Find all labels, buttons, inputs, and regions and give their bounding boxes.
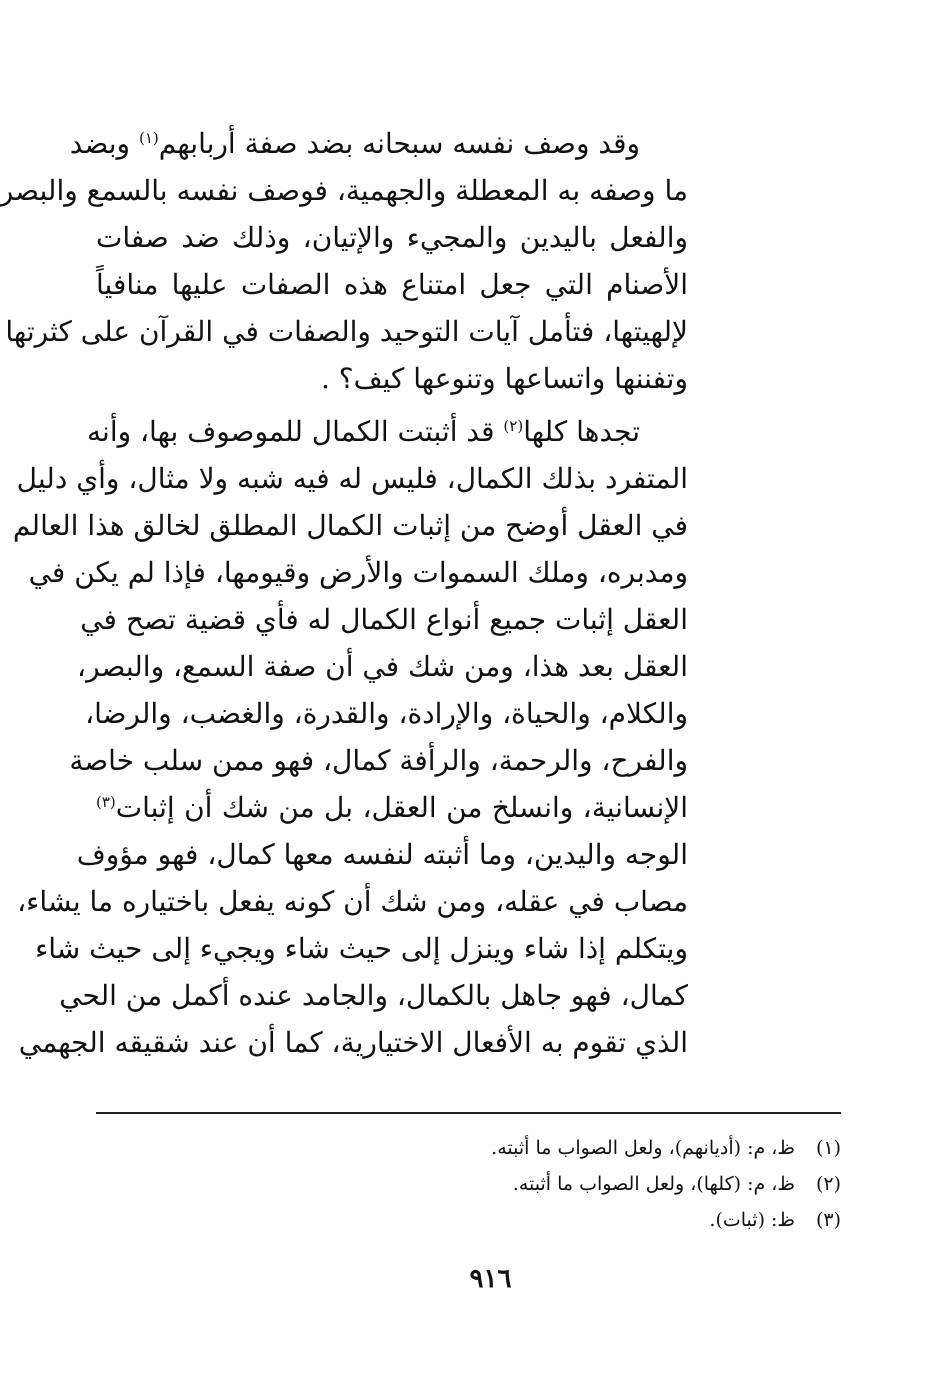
- text-line: الإنسانية، وانسلخ من العقل، بل من شك أن إثبات$^{(٣)}$: [96, 791, 688, 824]
- footnote-marker: (١): [138, 129, 159, 147]
- paragraph: [0, 120, 688, 402]
- footnote-number: (١): [815, 1137, 841, 1159]
- text-line: العقل بعد هذا، ومن شك في أن صفة السمع، والبصر،: [77, 650, 688, 683]
- text-line: والكلام، والحياة، والإرادة، والقدرة، والغضب، والرضا،: [85, 697, 688, 730]
- text-line: ما وصفه به المعطلة والجهمية، فوصف نفسه بالسمع والبصر: [0, 174, 688, 207]
- paragraph: [12, 408, 688, 1066]
- text-line: والفعل باليدين والمجيء والإتيان، وذلك ضد صفات: [96, 221, 688, 254]
- footnotes: [201, 1130, 841, 1238]
- text-line: في العقل أوضح من إثبات الكمال المطلق لخالق هذا العالم: [12, 509, 688, 542]
- text-line: وتفننها واتساعها وتنوعها كيف؟ .: [320, 362, 688, 395]
- text-line: ويتكلم إذا شاء وينزل إلى حيث شاء ويجيء إلى حيث شاء: [35, 932, 688, 965]
- text-line: ومدبره، وملك السموات والأرض وقيومها، فإذا لم يكن في: [28, 556, 688, 589]
- text-line: تجدها كلها$^{(٢)}$ قد أثبتت الكمال للموصوف بها، وأنه: [87, 415, 640, 448]
- footnote: [201, 1130, 841, 1166]
- main-text: [0, 120, 688, 1066]
- text-line: العقل إثبات جميع أنواع الكمال له فأي قضية تصح في: [80, 603, 688, 636]
- text-line: والفرح، والرحمة، والرأفة كمال، فهو ممن سلب خاصة: [69, 744, 688, 777]
- text-line: وقد وصف نفسه سبحانه بضد صفة أربابهم$^{(١)}$ وبضد: [69, 127, 640, 160]
- text-line: لإلهيتها، فتأمل آيات التوحيد والصفات في القرآن على كثرتها: [5, 315, 688, 348]
- footnote-divider: [96, 1112, 841, 1114]
- footnote-marker: (٢): [503, 417, 524, 435]
- text-line: الذي تقوم به الأفعال الاختيارية، كما أن عند شقيقه الجهمي: [18, 1026, 688, 1059]
- footnote-text: ظ، م: (أديانهم)، ولعل الصواب ما أثبته.: [491, 1137, 795, 1159]
- footnote-number: (٣): [815, 1209, 841, 1231]
- footnote-text: ظ، م: (كلها)، ولعل الصواب ما أثبته.: [512, 1173, 795, 1195]
- footnote-number: (٢): [815, 1173, 841, 1195]
- text-line: الأصنام التي جعل امتناع هذه الصفات عليها منافياً: [96, 268, 688, 301]
- text-line: المتفرد بذلك الكمال، فليس له فيه شبه ولا مثال، وأي دليل: [16, 462, 688, 495]
- footnote-marker: (٣): [96, 793, 116, 811]
- footnote-text: ظ: (ثبات).: [709, 1209, 795, 1231]
- text-line: الوجه واليدين، وما أثبته لنفسه معها كمال، فهو مؤوف: [76, 838, 688, 871]
- footnote: [201, 1202, 841, 1238]
- footnote: [201, 1166, 841, 1202]
- page-number: ٩١٦: [469, 1264, 512, 1294]
- text-line: مصاب في عقله، ومن شك أن كونه يفعل باختياره ما يشاء،: [17, 885, 688, 918]
- text-line: كمال، فهو جاهل بالكمال، والجامد عنده أكمل من الحي: [59, 979, 688, 1012]
